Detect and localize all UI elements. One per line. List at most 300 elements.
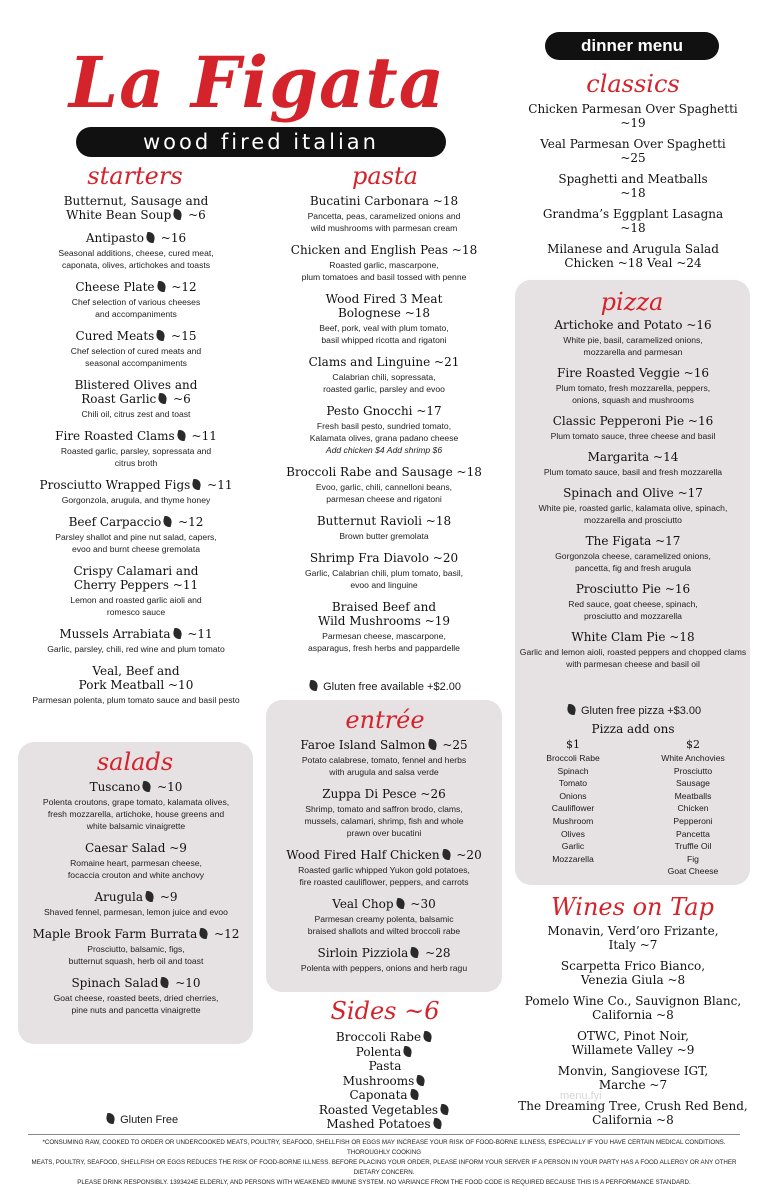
item-price: ~18 [432,194,459,208]
starters-item [20,194,252,222]
leaf-icon [144,232,156,243]
classics-item [515,172,751,200]
item-description: Kalamata olives, grana padano cheese [309,433,459,443]
addons-left-price: $1 [566,738,580,751]
item-price: ~12 [171,280,197,294]
classics-item [515,137,751,165]
item-name-text: Pesto Gnocchi [326,404,413,418]
item-name [517,318,749,332]
item-description: basil whipped ricotta and rigatoni [321,335,447,345]
addon-item: Pancetta [676,828,710,839]
item-price: ~10 [157,780,183,794]
addon-item: Tomato [558,778,588,789]
item-description: Beef, pork, veal with plum tomato, [319,323,449,333]
entree-item [268,738,500,778]
footer-divider [28,1134,740,1135]
item-price: ~28 [425,946,451,960]
addon-item: Chicken [677,803,709,814]
pasta-heading: pasta [352,162,418,190]
addon-item: Onions [559,790,587,801]
item-description: mozzarella and prosciutto [584,515,682,525]
addon-item: Olives [561,828,585,839]
item-name-text: Pork Meatball [78,678,165,692]
starters-item [20,378,252,420]
item-price: ~6 [188,208,206,222]
item-name [517,366,749,380]
item-name-text: Fire Roasted Veggie [557,366,680,380]
item-name-text: Butternut Ravioli [316,514,422,528]
item-price: ~18 [620,186,646,200]
item-description: braised shallots and wilted broccoli rabe [307,926,461,936]
side-item-name: Mashed Potatoes [326,1117,431,1131]
pizza-gf-note-label: Gluten free pizza +$3.00 [580,705,702,717]
item-description: White pie, basil, caramelized onions, [563,335,703,345]
item-description: seasonal accompaniments [85,358,187,368]
item-description: Seasonal additions, cheese, cured meat, [58,248,214,258]
item-description: prawn over bucatini [346,828,422,838]
gluten-free-key-label: Gluten Free [120,1114,179,1126]
wine-item [515,994,751,1022]
item-name: Veal Parmesan Over Spaghetti [540,137,726,151]
salads-item [20,780,252,832]
pizza-addons-heading: Pizza add ons [591,722,675,736]
item-name: Milanese and Arugula Salad [547,242,719,256]
wine-name: The Dreaming Tree, Crush Red Bend, [518,1099,748,1113]
item-name-text: Spinach Salad [71,976,159,990]
item-name-text: Roast Garlic [81,392,157,406]
wine-item [515,1099,751,1127]
starters-item [20,627,252,655]
item-name-line2 [20,678,252,692]
item-description: prosciutto and mozzarella [584,611,682,621]
pizza-item [517,450,749,478]
side-item-name: Pasta [368,1059,402,1073]
item-name-text: Prosciutto Pie [575,582,662,596]
item-description: White pie, roasted garlic, kalamata olive, spinach, [538,503,728,513]
salads-item [20,841,252,881]
leaf-icon [175,430,187,441]
leaf-icon [308,680,320,691]
item-name-text: Faroe Island Salmon [300,738,426,752]
item-description: Goat cheese, roasted beets, dried cherries, [53,993,219,1003]
item-name [20,378,252,392]
item-name [268,551,500,565]
addon-item: Garlic [561,841,585,852]
item-description: plum tomatoes and basil tossed with penne [301,272,467,282]
classics-item [515,207,751,235]
item-name: Grandma’s Eggplant Lasagna [542,207,724,221]
side-item [290,1030,480,1045]
item-name-text: Antipasto [85,231,144,245]
item-name-text: Shrimp Fra Diavolo [309,551,429,565]
footer-line: MEATS, POULTRY, SEAFOOD, SHELLFISH OR EGGS REDUCES THE RISK OF FOOD-BORNE ILLNESS. BEFORE PLACING YOUR ORDER, PLEASE INFORM YOUR SERVER IF A PERSON IN YOUR PARTY HAS A FOOD ALLERGY OR ANY OTHER DIETARY CONCERN. [31,1159,737,1176]
item-name-text: Clams and Linguine [308,355,431,369]
item-price: ~16 [664,582,691,596]
item-name-text: Fire Roasted Clams [55,429,175,443]
item-name-text: Veal, Beef and [92,664,180,678]
item-description: Shaved fennel, parmesan, lemon juice and evoo [44,907,228,917]
pasta-item [268,404,500,456]
pizza-list [517,318,749,678]
item-description: fire roasted cauliflower, peppers, and carrots [299,877,469,887]
item-price: ~11 [172,578,199,592]
item-name-text: Spinach and Olive [563,486,674,500]
addon-item: Spinach [557,765,589,776]
item-description: Red sauce, goat cheese, spinach, [568,599,698,609]
item-name [517,630,749,644]
leaf-icon [402,1046,414,1057]
side-item [290,1059,480,1074]
item-name [20,429,252,443]
addon-item: Mozzarella [552,853,594,864]
item-description: Gorgonzola cheese, caramelized onions, [555,551,711,561]
pasta-item [268,551,500,591]
tagline: wood fired italian [76,127,446,157]
item-name-text: Blistered Olives and [74,378,198,392]
item-description: Pancetta, peas, caramelized onions and [307,211,461,221]
item-description: Roasted garlic, mascarpone, [329,260,439,270]
item-name [20,664,252,678]
pizza-item [517,534,749,574]
leaf-icon [171,628,183,639]
item-name-text: Classic Pepperoni Pie [552,414,685,428]
item-name-text: Wild Mushrooms [317,614,421,628]
starters-item [20,329,252,369]
item-name-text: Zuppa Di Pesce [322,787,417,801]
item-name-text: Bucatini Carbonara [309,194,430,208]
addons-right-column [648,738,738,878]
side-item-name: Caponata [349,1088,408,1102]
item-price: ~9 [169,841,187,855]
item-price: ~11 [187,627,213,641]
item-price: ~16 [160,231,187,245]
item-name [268,787,500,801]
addon-item: Broccoli Rabe [546,753,600,763]
entree-item [268,848,500,888]
item-price: Chicken ~18 Veal ~24 [564,256,702,270]
entree-list [268,738,500,983]
item-description: evoo and linguine [350,580,418,590]
addon-item: Mushroom [552,815,594,826]
item-name-text: Cheese Plate [75,280,155,294]
item-price: ~10 [168,678,194,692]
item-description: Garlic and lemon aioli, roasted peppers and chopped clams [519,647,747,657]
entree-item [268,787,500,839]
starters-item [20,564,252,618]
item-name [517,486,749,500]
item-name-text: Cherry Peppers [73,578,169,592]
item-name-text: Bolognese [337,306,401,320]
side-item [290,1117,480,1132]
item-price: ~18 [425,514,452,528]
item-description: white balsamic vinaigrette [86,821,186,831]
item-description: fresh mozzarella, artichoke, house greens and [47,809,225,819]
item-name-text: Caesar Salad [85,841,166,855]
item-description: Roasted garlic whipped Yukon gold potatoes, [298,865,470,875]
item-description: mussels, calamari, shrimp, fish and whole [304,816,464,826]
item-name-text: Broccoli Rabe and Sausage [286,465,453,479]
leaf-icon [408,1089,420,1100]
item-name-text: Mussels Arrabiata [59,627,171,641]
item-name-text: Tuscano [89,780,141,794]
pasta-gf-note [268,680,500,694]
wine-name: OTWC, Pinot Noir, [577,1029,689,1043]
item-price: ~12 [214,927,240,941]
leaf-icon [155,281,167,292]
wine-region-price: California ~8 [592,1113,674,1127]
pizza-item [517,318,749,358]
item-name [268,848,500,862]
item-name [20,515,252,529]
classics-item [515,242,751,270]
item-name [268,404,500,418]
wine-name: Pomelo Wine Co., Sauvignon Blanc, [524,994,742,1008]
leaf-icon [198,928,210,939]
addon-item: Goat Cheese [667,866,719,877]
item-description: Lemon and roasted garlic aioli and [70,595,202,605]
classics-item [515,102,751,130]
pizza-item [517,486,749,526]
menu-type-badge: dinner menu [545,32,719,60]
item-price: ~21 [434,355,460,369]
leaf-icon [426,739,438,750]
wine-item [515,1064,751,1092]
item-name-text: Margarita [587,450,650,464]
gluten-free-key [104,1113,178,1127]
item-price: ~17 [416,404,442,418]
item-name [20,890,252,904]
item-price: ~17 [677,486,703,500]
item-name-line2 [20,578,252,592]
footer-disclaimer [28,1138,740,1187]
item-name-line2 [268,306,500,320]
item-description: pine nuts and pancetta vinaigrette [71,1005,201,1015]
item-name [268,514,500,528]
item-price: ~16 [683,366,709,380]
item-description: Garlic, Calabrian chili, plum tomato, basil, [304,568,464,578]
starters-heading: starters [87,162,183,190]
item-description: onions, squash and mushrooms [572,395,694,405]
item-name [20,231,252,245]
item-price: ~10 [175,976,201,990]
item-description: with parmesan cheese and basil oil [566,659,700,669]
salads-heading: salads [96,748,174,776]
item-description: romesco sauce [106,607,166,617]
item-name-text: Braised Beef and [331,600,437,614]
item-name-text: Cured Meats [75,329,155,343]
item-name-text: Butternut, Sausage and [63,194,209,208]
wine-item [515,924,751,952]
footer-line: PLEASE DRINK RESPONSIBLY. 1393424E ELDERLY, AND PERSONS WITH WEAKENED IMMUNE SYSTEM. NO VARIANCE FROM THE FOOD CODE IS REQUIRED BECAUSE THIS IS A PERFORMANCE STANDARD. [77,1179,691,1186]
entree-heading: entrée [345,706,425,734]
leaf-icon [439,1104,451,1115]
addon-item: Pepperoni [673,815,713,826]
addon-item: Fig [687,853,699,864]
leaf-icon [162,516,174,527]
item-description: Parsley shallot and pine nut salad, capers, [55,532,217,542]
item-price: ~16 [687,414,714,428]
restaurant-logo: La Figata [68,41,446,124]
item-name [20,627,252,641]
side-item [290,1074,480,1089]
item-price: ~19 [620,116,646,130]
item-name-text: Sirloin Pizziola [317,946,409,960]
item-description: Plum tomato sauce, basil and fresh mozzarella [543,467,723,477]
item-description: roasted garlic, parsley and evoo [323,384,445,394]
item-name [20,329,252,343]
item-description: Parmesan cheese, mascarpone, [322,631,446,641]
item-name-text: Wood Fired 3 Meat [325,292,443,306]
item-name [20,976,252,990]
sides-heading: Sides ~6 [330,997,440,1025]
leaf-icon [565,704,577,715]
item-price: ~12 [178,515,204,529]
item-name-text: White Clam Pie [571,630,666,644]
item-description: mozzarella and parmesan [583,347,683,357]
item-description: asparagus, fresh herbs and pappardelle [308,643,460,653]
item-description: Chef selection of various cheeses [71,297,201,307]
leaf-icon [415,1075,427,1086]
item-description: focaccia crouton and white anchovy [67,870,205,880]
wine-name: Scarpetta Frico Bianco, [560,959,706,973]
wine-name: Monavin, Verd’oro Frizante, [547,924,719,938]
item-description: pancetta, fig and fresh arugula [574,563,692,573]
pizza-item [517,630,749,670]
pizza-gf-note [517,704,749,718]
item-description: caponata, olives, artichokes and toasts [61,260,211,270]
pasta-list [268,194,500,663]
item-name-text: Arugula [94,890,143,904]
leaf-icon [394,898,406,909]
item-price: ~30 [410,897,436,911]
item-name [268,194,500,208]
leaf-icon [159,977,171,988]
item-name [20,194,252,208]
pasta-item [268,292,500,346]
item-name [268,292,500,306]
side-item-name: Polenta [355,1044,402,1059]
item-description: with arugula and salsa verde [329,767,439,777]
side-item-name: Roasted Vegetables [318,1102,439,1117]
wine-item [515,959,751,987]
item-description: wild mushrooms with parmesan cream [310,223,458,233]
item-name [20,841,252,855]
sides-list [290,1030,480,1132]
item-price: ~26 [420,787,446,801]
item-description: parmesan cheese and rigatoni [326,494,442,504]
watermark: menu.fyi [560,1090,602,1102]
addon-item: Meatballs [674,790,712,801]
entree-item [268,946,500,974]
leaf-icon [105,1113,117,1124]
item-name-text: Chicken and English Peas [290,243,449,257]
salads-item [20,890,252,918]
addon-item: White Anchovies [661,753,725,763]
item-name-text: White Bean Soup [66,208,172,222]
item-description: Chili oil, citrus zest and toast [81,409,191,419]
side-item [290,1045,480,1060]
item-name: Chicken Parmesan Over Spaghetti [528,102,738,116]
item-name-text: The Figata [585,534,652,548]
item-name [517,534,749,548]
item-description: Chef selection of cured meats and [70,346,202,356]
item-description: Calabrian chili, sopressata, [332,372,436,382]
salads-list [20,780,252,1025]
item-name-text: Wood Fired Half Chicken [286,848,440,862]
addon-item: Cauliflower [551,803,595,814]
item-name: Spaghetti and Meatballs [558,172,708,186]
item-name [517,414,749,428]
item-name-text: Crispy Calamari and [73,564,199,578]
item-price: ~18 [456,465,482,479]
item-name [517,582,749,596]
pasta-item [268,465,500,505]
wine-item [515,1029,751,1057]
item-name [20,927,252,941]
starters-item [20,429,252,469]
item-description: citrus broth [114,458,158,468]
leaf-icon [155,330,167,341]
item-price: ~11 [191,429,217,443]
item-price: ~18 [451,243,478,257]
item-name [268,243,500,257]
item-name [268,738,500,752]
side-item [290,1088,480,1103]
wine-region-price: Venezia Giula ~8 [580,973,686,987]
item-name-text: Veal Chop [332,897,394,911]
salads-item [20,927,252,967]
item-price: ~18 [669,630,695,644]
leaf-icon [422,1031,434,1042]
item-description: Romaine heart, parmesan cheese, [70,858,202,868]
item-description: Plum tomato, fresh mozzarella, peppers, [555,383,711,393]
item-description: Prosciutto, balsamic, figs, [87,944,185,954]
item-name [20,780,252,794]
wine-name: Monvin, Sangiovese IGT, [557,1064,709,1078]
item-name-line2 [268,614,500,628]
pizza-item [517,582,749,622]
pizza-item [517,366,749,406]
item-price: ~20 [432,551,459,565]
item-name [268,897,500,911]
item-name [20,478,252,492]
starters-item [20,280,252,320]
item-name [20,280,252,294]
classics-list [515,102,751,277]
addon-item: Truffle Oil [674,841,712,852]
item-price: ~11 [207,478,233,492]
item-price: ~15 [171,329,197,343]
side-item-name: Mushrooms [342,1073,415,1088]
item-description: Parmesan creamy polenta, balsamic [314,914,454,924]
addon-item: Sausage [676,778,710,789]
pasta-item [268,355,500,395]
salads-item [20,976,252,1016]
item-price: ~18 [404,306,431,320]
item-description: Gorgonzola, arugula, and thyme honey [61,495,211,505]
pizza-item [517,414,749,442]
item-name [268,600,500,614]
side-item [290,1103,480,1118]
leaf-icon [141,781,153,792]
starters-item [20,478,252,506]
leaf-icon [144,891,156,902]
footer-line: *CONSUMING RAW, COOKED TO ORDER OR UNDERCOOKED MEATS, POULTRY, SEAFOOD, SHELLFISH OR EGGS MAY INCREASE YOUR RISK OF FOOD-BORNE ILLNESS, ESPECIALLY IF YOU HAVE CERTAIN MEDICAL CONDITIONS. THOROUGHLY COOKING [42,1139,726,1156]
item-description: Potato calabrese, tomato, fennel and herbs [301,755,467,765]
leaf-icon [172,209,184,220]
item-description: butternut squash, herb oil and toast [68,956,204,966]
item-price: ~25 [442,738,468,752]
